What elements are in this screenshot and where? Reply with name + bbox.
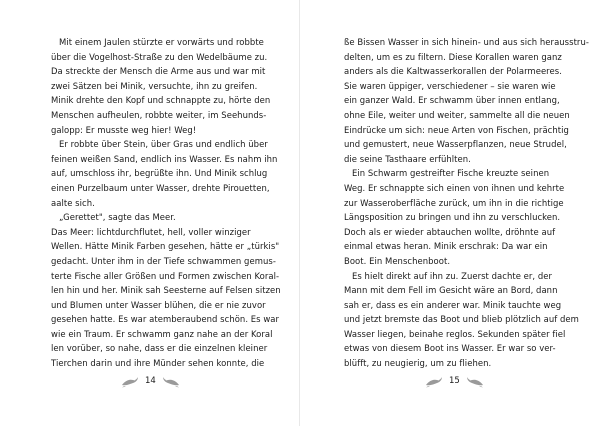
text-line: auf, umschloss ihr, begrüßte ihn. Und Minik schlug (51, 168, 268, 179)
text-line: zwei Sätzen bei Minik, versuchte, ihn zu greifen. (51, 80, 258, 91)
text-line: Wellen. Hätte Minik Farben gesehen, hätte er „türkis" (51, 241, 280, 252)
text-line: Weg. Er schnappte sich einen von ihnen und kehrte (344, 182, 565, 193)
text-line: Menschen aufheulen, robbte weiter, im Seehunds- (51, 109, 267, 120)
text-line: wie ein Traum. Er schwamm ganz nahe an der Koral (51, 328, 273, 339)
text-line: Mann mit dem Fell im Gesicht wäre an Bord, dann (344, 285, 558, 296)
text-line: Tierchen darin und ihre Münder sehen konnte, die (51, 358, 265, 369)
text-line: len hin und her. Minik sah Seesterne auf Felsen sitzen (51, 285, 281, 296)
seal-ornament-icon (424, 374, 444, 388)
text-line: Doch als er wieder abtauchen wollte, dröhnte auf (344, 226, 556, 237)
text-line: einen Purzelbaum unter Wasser, drehte Pirouetten, (51, 182, 270, 193)
seal-ornament-icon (120, 374, 140, 388)
text-line: Minik drehte den Kopf und schnappte zu, hörte den (51, 95, 271, 106)
left-page-folio (120, 373, 181, 389)
text-line: Mit einem Jaulen stürzte er vorwärts und robbte (59, 37, 264, 47)
text-line: Es hielt direkt auf ihn zu. Zuerst dachte er, der (352, 270, 553, 281)
text-line: ße Bissen Wasser in sich hinein- und aus sich herausstru- (344, 37, 589, 47)
text-line: über die Vogelhost-Straße zu den Wedelbäume zu. (51, 51, 268, 62)
text-line: ohne Eile, weiter und weiter, sammelte all die neuen (344, 109, 570, 120)
text-line: len vorüber, so nahe, dass er die einzelnen kleiner (51, 343, 268, 354)
right-page (300, 0, 600, 426)
left-page-text (51, 35, 281, 371)
text-line: galopp: Er musste weg hier! Weg! (51, 124, 197, 135)
text-line: Sie waren üppiger, verschiedener – sie waren wie (344, 80, 556, 91)
text-line: anders als die Kaltwasserkorallen der Polarmeeres. (344, 66, 562, 77)
right-page-folio (424, 373, 485, 389)
text-line: Eindrücke um sich: neue Arten von Fischen, prächtig (344, 124, 569, 135)
right-page-text (344, 35, 589, 371)
text-line: zur Wasseroberfläche zurück, um ihn in die richtige (344, 197, 564, 208)
text-line: gesehen hatte. Es war atemberaubend schön. Es war (51, 314, 280, 325)
text-line: und Blumen unter Wasser blühen, die er nie zuvor (51, 299, 266, 310)
text-line: terte Fische aller Größen und Formen zwischen Koral- (51, 270, 280, 281)
text-line: Längsposition zu bringen und ihn zu verschlucken. (344, 212, 561, 223)
seal-ornament-icon (161, 374, 181, 388)
text-line: und gemustert, neue Wasserpflanzen, neue Strudel, (344, 139, 567, 150)
text-line: gedacht. Unter ihm in der Tiefe schwammen gemus- (51, 255, 276, 266)
text-line: und jetzt bremste das Boot und blieb plötzlich auf dem (344, 314, 579, 325)
text-line: Das Meer: lichtdurchflutet, hell, voller winziger (51, 226, 251, 237)
text-line: Da streckte der Mensch die Arme aus und war mit (51, 66, 266, 77)
seal-ornament-icon (465, 374, 485, 388)
text-line: Ein Schwarm gestreifter Fische kreuzte seinen (352, 168, 550, 179)
text-line: Boot. Ein Menschenboot. (344, 255, 451, 266)
text-line: „Gerettet", sagte das Meer. (59, 212, 176, 223)
page-number: 15 (449, 376, 460, 386)
text-line: blüfft, zu neugierig, um zu fliehen. (344, 358, 492, 369)
text-line: einmal etwas heran. Minik erschrak: Da war ein (344, 241, 548, 252)
text-line: delten, um es zu filtern. Diese Korallen waren ganz (344, 51, 562, 62)
text-line: ein ganzer Wald. Er schwamm über innen entlang, (344, 95, 560, 106)
page-number: 14 (145, 376, 156, 386)
text-line: feinen weißen Sand, endlich ins Wasser. Es nahm ihn (51, 153, 278, 164)
text-line: aalte sich. (51, 197, 95, 208)
text-line: Wasser liegen, beinahe reglos. Sekunden später fiel (344, 328, 566, 339)
text-line: Er robbte über Stein, über Gras und endlich über (59, 139, 268, 150)
text-line: etwas von diesem Boot ins Wasser. Er war so ver- (344, 343, 556, 354)
text-line: die seine Tasthaare erfühlten. (344, 153, 471, 164)
text-line: sah er, dass es ein anderer war. Minik tauchte weg (344, 299, 562, 310)
